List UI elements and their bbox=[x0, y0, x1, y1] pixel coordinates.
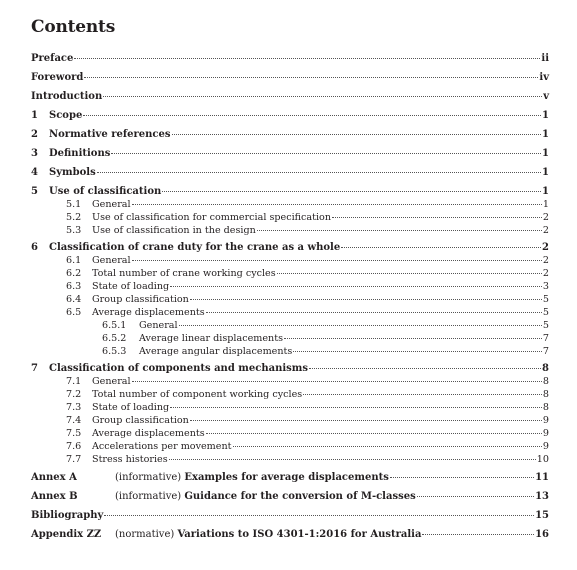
toc-entry-number: 5 bbox=[31, 186, 38, 197]
toc-entry-page: 1 bbox=[542, 199, 549, 210]
toc-entry-title: General bbox=[139, 320, 178, 331]
toc-entry-number: 6.5 bbox=[66, 307, 82, 318]
toc-entry[interactable] bbox=[31, 148, 549, 159]
toc-leader-dots bbox=[169, 459, 536, 460]
toc-entry[interactable] bbox=[31, 491, 549, 502]
toc-entry-page: 11 bbox=[535, 472, 549, 483]
toc-leader-dots bbox=[132, 381, 542, 382]
toc-entry-title: State of loading bbox=[92, 402, 170, 413]
toc-leader-dots bbox=[74, 58, 540, 59]
toc-leader-dots bbox=[417, 496, 534, 497]
toc-leader-dots bbox=[97, 172, 541, 173]
toc-entry-number: 7.4 bbox=[66, 415, 82, 426]
toc-entry-annex-title: Variations to ISO 4301-1:2016 for Australia bbox=[177, 529, 422, 540]
toc-entry[interactable] bbox=[31, 242, 549, 253]
toc-entry-page: 16 bbox=[535, 529, 549, 540]
toc-entry[interactable] bbox=[31, 186, 549, 197]
toc-leader-dots bbox=[277, 273, 542, 274]
toc-leader-dots bbox=[162, 191, 541, 192]
toc-entry[interactable] bbox=[31, 320, 549, 331]
toc-entry-title: Classification of components and mechanisms bbox=[49, 363, 308, 374]
toc-entry-number: 6 bbox=[31, 242, 38, 253]
page-title: Contents bbox=[31, 17, 116, 37]
toc-entry[interactable] bbox=[31, 415, 549, 426]
toc-entry-number: 6.5.3 bbox=[102, 346, 127, 357]
toc-leader-dots bbox=[390, 477, 534, 478]
toc-entry-number: 2 bbox=[31, 129, 38, 140]
toc-entry-page: 1 bbox=[542, 186, 549, 197]
toc-entry[interactable] bbox=[31, 91, 549, 102]
toc-entry-title: Use of classification in the design bbox=[92, 225, 256, 236]
toc-entry[interactable] bbox=[31, 53, 549, 64]
toc-entry[interactable] bbox=[31, 441, 549, 452]
toc-entry-number: 1 bbox=[31, 110, 38, 121]
toc-entry-title: Average displacements bbox=[92, 428, 205, 439]
toc-entry-page: 2 bbox=[542, 212, 549, 223]
toc-entry[interactable] bbox=[31, 402, 549, 413]
toc-entry-page: 1 bbox=[542, 148, 549, 159]
toc-entry-number: Appendix ZZ bbox=[31, 529, 102, 540]
toc-entry-page: v bbox=[543, 91, 549, 102]
toc-leader-dots bbox=[190, 420, 542, 421]
toc-entry[interactable] bbox=[31, 333, 549, 344]
toc-entry-number: 5.2 bbox=[66, 212, 82, 223]
toc-leader-dots bbox=[83, 115, 541, 116]
toc-entry-page: 13 bbox=[535, 491, 549, 502]
toc-entry[interactable] bbox=[31, 346, 549, 357]
toc-entry-number: Annex A bbox=[31, 472, 77, 483]
toc-entry-number: 7.7 bbox=[66, 454, 82, 465]
toc-leader-dots bbox=[206, 312, 542, 313]
toc-entry-page: 10 bbox=[536, 454, 549, 465]
toc-entry-page: 8 bbox=[542, 363, 549, 374]
toc-leader-dots bbox=[341, 247, 541, 248]
toc-entry-page: 2 bbox=[542, 255, 549, 266]
toc-entry-title: Preface bbox=[31, 53, 74, 64]
toc-entry-title: Use of classification bbox=[49, 186, 162, 197]
toc-entry-title: Group classification bbox=[92, 294, 189, 305]
toc-entry-page: 3 bbox=[542, 281, 549, 292]
toc-entry-title bbox=[115, 472, 389, 483]
toc-entry[interactable] bbox=[31, 199, 549, 210]
toc-entry[interactable] bbox=[31, 225, 549, 236]
toc-entry-page: 1 bbox=[542, 167, 549, 178]
toc-entry-number: 3 bbox=[31, 148, 38, 159]
toc-entry[interactable] bbox=[31, 212, 549, 223]
toc-leader-dots bbox=[104, 515, 534, 516]
toc-entry-page: ii bbox=[541, 53, 549, 64]
toc-leader-dots bbox=[170, 407, 542, 408]
toc-entry[interactable] bbox=[31, 129, 549, 140]
toc-leader-dots bbox=[103, 96, 542, 97]
toc-entry-annex-title: Guidance for the conversion of M-classes bbox=[184, 491, 416, 502]
toc-entry-number: 7.6 bbox=[66, 441, 82, 452]
toc-entry-number: Annex B bbox=[31, 491, 78, 502]
toc-entry-title: Bibliography bbox=[31, 510, 104, 521]
toc-entry-number: 6.1 bbox=[66, 255, 82, 266]
toc-entry[interactable] bbox=[31, 167, 549, 178]
toc-entry-title: General bbox=[92, 255, 131, 266]
toc-entry-page: 2 bbox=[542, 225, 549, 236]
toc-entry[interactable] bbox=[31, 255, 549, 266]
toc-entry-page: 2 bbox=[542, 242, 549, 253]
toc-entry-note: (normative) bbox=[115, 529, 178, 540]
toc-entry-title: Total number of crane working cycles bbox=[92, 268, 276, 279]
toc-leader-dots bbox=[284, 338, 542, 339]
toc-entry-page: 1 bbox=[542, 110, 549, 121]
toc-entry-page: 7 bbox=[542, 333, 549, 344]
toc-entry-number: 6.3 bbox=[66, 281, 82, 292]
toc-leader-dots bbox=[172, 134, 542, 135]
toc-entry-title: Symbols bbox=[49, 167, 96, 178]
toc-entry-title: Normative references bbox=[49, 129, 171, 140]
toc-entry[interactable] bbox=[31, 268, 549, 279]
toc-entry-page: 5 bbox=[542, 307, 549, 318]
toc-leader-dots bbox=[233, 446, 542, 447]
toc-leader-dots bbox=[84, 77, 538, 78]
toc-leader-dots bbox=[257, 230, 542, 231]
toc-entry-note: (informative) bbox=[115, 491, 185, 502]
toc-entry[interactable] bbox=[31, 510, 549, 521]
toc-entry[interactable] bbox=[31, 454, 549, 465]
toc-entry-page: 15 bbox=[535, 510, 549, 521]
toc-entry-title: Total number of component working cycles bbox=[92, 389, 303, 400]
toc-leader-dots bbox=[422, 534, 534, 535]
toc-entry-title: Use of classification for commercial specification bbox=[92, 212, 332, 223]
toc-entry-title: General bbox=[92, 376, 131, 387]
table-of-contents bbox=[31, 53, 549, 540]
toc-entry-title bbox=[115, 491, 416, 502]
toc-entry[interactable] bbox=[31, 529, 549, 540]
toc-entry-title: Scope bbox=[49, 110, 83, 121]
toc-entry-number: 7.5 bbox=[66, 428, 82, 439]
toc-entry-number: 7.1 bbox=[66, 376, 82, 387]
toc-entry-title: Average displacements bbox=[92, 307, 205, 318]
toc-entry-number: 6.2 bbox=[66, 268, 82, 279]
toc-entry[interactable] bbox=[31, 363, 549, 374]
toc-entry-page: 2 bbox=[542, 268, 549, 279]
toc-entry-page: 8 bbox=[542, 376, 549, 387]
toc-leader-dots bbox=[179, 325, 542, 326]
toc-entry[interactable] bbox=[31, 281, 549, 292]
toc-entry-page: 9 bbox=[542, 415, 549, 426]
toc-leader-dots bbox=[132, 204, 542, 205]
toc-entry-page: 7 bbox=[542, 346, 549, 357]
toc-entry-page: 8 bbox=[542, 402, 549, 413]
toc-entry[interactable] bbox=[31, 307, 549, 318]
toc-entry-title: Group classification bbox=[92, 415, 189, 426]
toc-entry[interactable] bbox=[31, 294, 549, 305]
toc-entry[interactable] bbox=[31, 472, 549, 483]
toc-entry-number: 5.1 bbox=[66, 199, 82, 210]
toc-entry-title: Foreword bbox=[31, 72, 84, 83]
toc-entry-title: State of loading bbox=[92, 281, 170, 292]
toc-entry-page: 9 bbox=[542, 441, 549, 452]
toc-entry-title: Average linear displacements bbox=[139, 333, 284, 344]
toc-entry-title: Accelerations per movement bbox=[92, 441, 232, 452]
toc-entry[interactable] bbox=[31, 389, 549, 400]
toc-leader-dots bbox=[190, 299, 542, 300]
toc-entry-number: 4 bbox=[31, 167, 38, 178]
toc-entry[interactable] bbox=[31, 428, 549, 439]
toc-entry-number: 5.3 bbox=[66, 225, 82, 236]
toc-entry-title: Stress histories bbox=[92, 454, 168, 465]
toc-entry-page: iv bbox=[539, 72, 549, 83]
toc-leader-dots bbox=[111, 153, 541, 154]
toc-entry-title: Average angular displacements bbox=[139, 346, 293, 357]
toc-entry[interactable] bbox=[31, 110, 549, 121]
toc-entry-note: (informative) bbox=[115, 472, 185, 483]
toc-entry-title: Definitions bbox=[49, 148, 111, 159]
toc-entry-annex-title: Examples for average displacements bbox=[184, 472, 389, 483]
toc-leader-dots bbox=[293, 351, 542, 352]
toc-leader-dots bbox=[309, 368, 541, 369]
toc-entry-number: 6.5.2 bbox=[102, 333, 127, 344]
toc-entry[interactable] bbox=[31, 376, 549, 387]
toc-leader-dots bbox=[132, 260, 542, 261]
toc-entry-number: 7.2 bbox=[66, 389, 82, 400]
toc-leader-dots bbox=[332, 217, 542, 218]
toc-entry-title: Introduction bbox=[31, 91, 103, 102]
toc-entry-page: 8 bbox=[542, 389, 549, 400]
toc-entry-number: 6.5.1 bbox=[102, 320, 127, 331]
toc-entry-number: 7.3 bbox=[66, 402, 82, 413]
toc-leader-dots bbox=[206, 433, 542, 434]
toc-entry-number: 7 bbox=[31, 363, 38, 374]
toc-leader-dots bbox=[303, 394, 542, 395]
toc-leader-dots bbox=[170, 286, 542, 287]
toc-entry-title: General bbox=[92, 199, 131, 210]
toc-entry-title: Classification of crane duty for the crane as a whole bbox=[49, 242, 341, 253]
toc-entry-page: 9 bbox=[542, 428, 549, 439]
toc-entry-page: 5 bbox=[542, 294, 549, 305]
toc-entry[interactable] bbox=[31, 72, 549, 83]
toc-entry-page: 5 bbox=[542, 320, 549, 331]
toc-entry-number: 6.4 bbox=[66, 294, 82, 305]
toc-entry-title bbox=[115, 529, 421, 540]
toc-entry-page: 1 bbox=[542, 129, 549, 140]
